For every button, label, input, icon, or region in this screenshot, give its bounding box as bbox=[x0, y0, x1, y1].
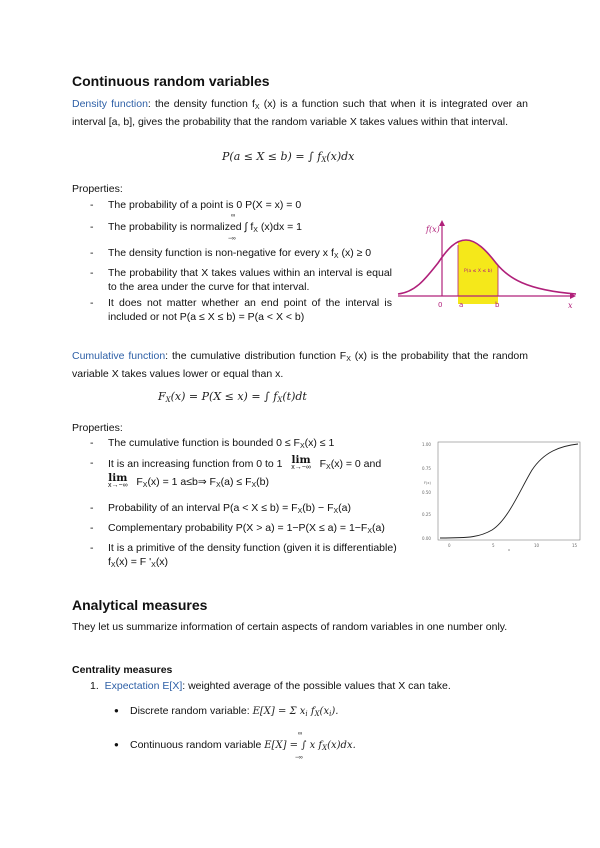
cumulative-label: Cumulative function bbox=[72, 350, 166, 362]
cdf-graph bbox=[420, 440, 586, 552]
bullet-continuous: ● Continuous random variable E[X] = ∫ x $f_X(x)dx$. bbox=[130, 739, 356, 752]
expectation-label: Expectation E[X] bbox=[104, 680, 183, 692]
cdf-yticks bbox=[422, 442, 431, 541]
section-title-continuous: Continuous random variables bbox=[72, 73, 270, 89]
properties-label-2: Properties: bbox=[72, 422, 123, 434]
pdf-region-label: P(a ≤ X ≤ b) bbox=[464, 269, 493, 274]
list-item: - Probability of an interval $P(a < X \le b) = F_X(b) - F_X(a)$ bbox=[90, 501, 430, 519]
integral-upper-limit: ∞ bbox=[231, 213, 236, 219]
expectation-integral-upper: ∞ bbox=[298, 731, 303, 737]
density-properties bbox=[90, 198, 392, 326]
list-item: - Complementary probability $P(X > a) = 1-P(X \le a) = 1-F_X(a)$ bbox=[90, 521, 430, 539]
density-formula: P(a ≤ X ≤ b) = ∫ $f_X(x)dx$ bbox=[222, 150, 355, 164]
list-item: - It does not matter whether an end point of the interval is included or not P(a ≤ X ≤ b) = P(a < X < b) bbox=[90, 296, 392, 324]
lim-neg: lim x→−∞ bbox=[291, 454, 311, 471]
list-item: - The probability is normalized ∫ $f_X$ (x)dx = 1 bbox=[90, 220, 392, 238]
section-title-analytical: Analytical measures bbox=[72, 597, 208, 613]
cdf-xtick: 15 bbox=[572, 543, 578, 548]
cumulative-paragraph: Cumulative function: the cumulative distribution function $F_X$ (x) is the probability that the random variable X takes values lower or equal than x. bbox=[72, 350, 528, 380]
density-label: Density function bbox=[72, 98, 148, 110]
pdf-ylabel: f(x) bbox=[426, 225, 440, 234]
integral-lower-limit: −∞ bbox=[228, 236, 236, 242]
expectation-item: 1. Expectation E[X]: weighted average of the possible values that X can take. bbox=[90, 680, 451, 692]
cdf-frame bbox=[438, 442, 580, 540]
cdf-ytick: 1.00 bbox=[422, 442, 431, 447]
pdf-xlabel: x bbox=[568, 301, 573, 310]
density-paragraph: Density function: the density function $f_X$ (x) is a function such that when it is integrated over an interval [a, b], gives the probability that the random variable X takes values within that interval. bbox=[72, 98, 528, 128]
cdf-properties-2 bbox=[90, 501, 430, 575]
cdf-ytick: 0.00 bbox=[422, 536, 431, 541]
cdf-xtick: 10 bbox=[534, 543, 540, 548]
pdf-a: a bbox=[459, 301, 464, 309]
centrality-title: Centrality measures bbox=[72, 664, 173, 676]
bullet-discrete: ● Discrete random variable: E[X] = Σ $x_i$ $f_X(x_i)$. bbox=[130, 705, 338, 718]
list-item: - The cumulative function is bounded $0 \le F_X(x) \le 1$ bbox=[90, 436, 416, 454]
list-item: - It is an increasing function from 0 to 1 lim x→−∞ $F_X(x) = 0$ and bbox=[90, 456, 416, 475]
pdf-b: b bbox=[495, 301, 500, 309]
list-item: - The density function is non-negative for every x $f_X$ (x) ≥ 0 bbox=[90, 246, 392, 264]
cdf-xtick: 0 bbox=[448, 543, 451, 548]
list-item: - It is a primitive of the density function (given it is differentiable) $f_X(x) = F$ '$_X(x)$ bbox=[90, 541, 430, 573]
cdf-xlabel: x bbox=[508, 548, 511, 552]
cdf-xtick: 5 bbox=[492, 543, 495, 548]
cdf-ylabel: F(x) bbox=[424, 481, 431, 485]
expectation-integral-lower: −∞ bbox=[295, 755, 303, 761]
cdf-ytick: 0.25 bbox=[422, 512, 431, 517]
cdf-ytick: 0.75 bbox=[422, 466, 431, 471]
pdf-zero: 0 bbox=[438, 301, 443, 309]
list-item: - The probability of a point is 0 P(X = x) = 0 bbox=[90, 198, 392, 212]
properties-label-1: Properties: bbox=[72, 183, 123, 195]
cdf-lim-line: lim x→−∞ $F_X(x) = 1$ a≤b⇒ $F_X(a) \le F_X(b)$ bbox=[108, 472, 270, 489]
list-item: - The probability that X takes values within an interval is equal to the area under the curve for that interval. bbox=[90, 266, 392, 294]
analytical-intro: They let us summarize information of certain aspects of random variables in one number only. bbox=[72, 621, 508, 633]
cdf-properties bbox=[90, 436, 416, 477]
cumulative-formula: $F_X(x) = P(X \le x)$ = ∫ $f_X(t)dt$ bbox=[158, 390, 307, 404]
cdf-ytick: 0.50 bbox=[422, 490, 431, 495]
cdf-xticks bbox=[448, 543, 578, 548]
pdf-graph bbox=[396, 218, 582, 316]
pdf-y-arrow bbox=[439, 220, 445, 226]
cdf-curve bbox=[440, 444, 578, 538]
